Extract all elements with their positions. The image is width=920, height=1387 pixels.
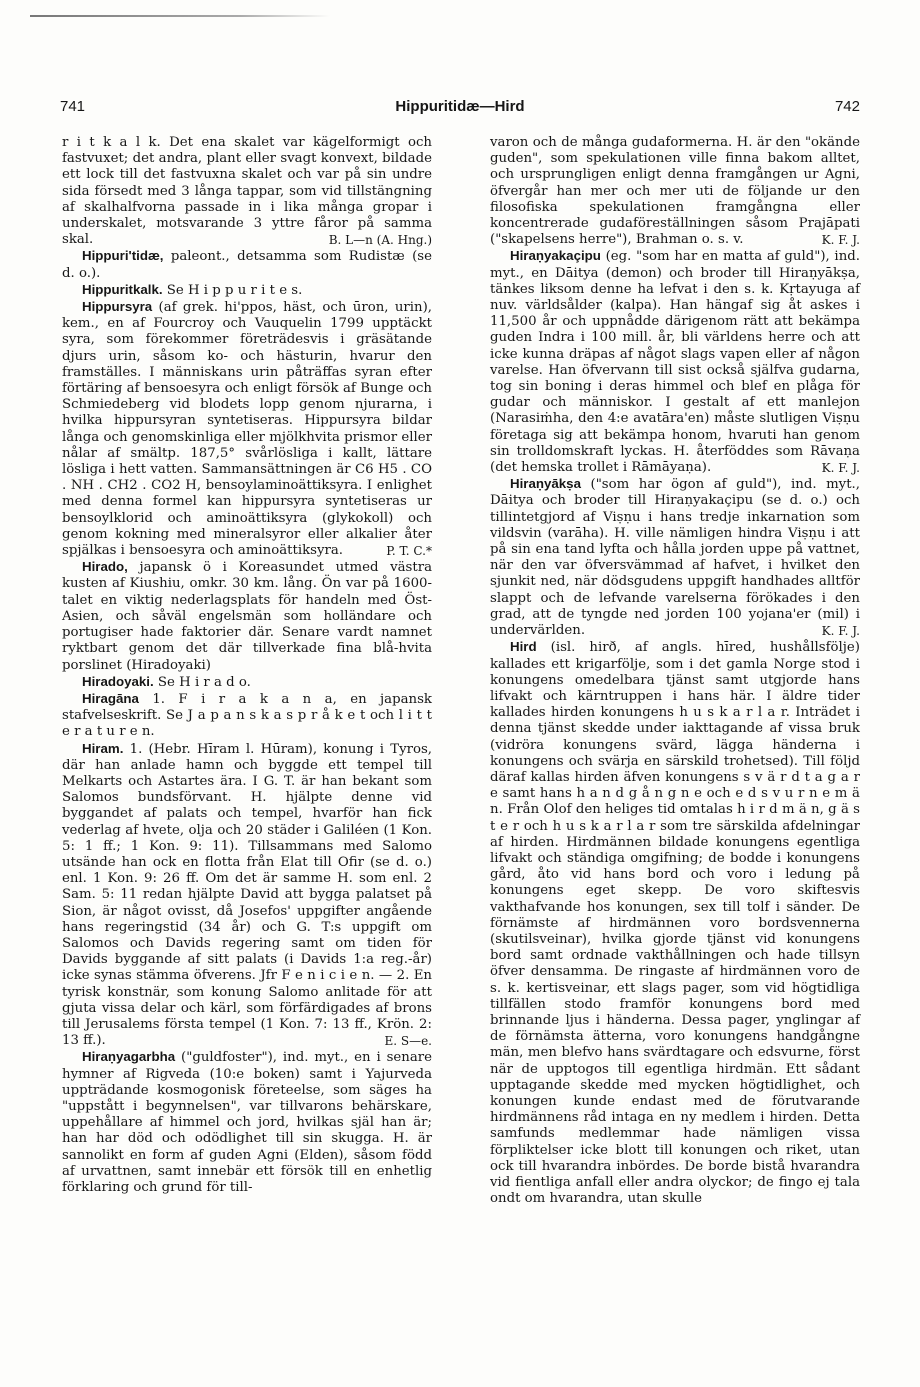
entry-headword: Hippuritkalk. (82, 281, 163, 297)
entry-continuation (62, 135, 432, 248)
dictionary-entry (490, 476, 860, 639)
entry-text: Se H i p p u r i t e s. (166, 282, 303, 298)
entry-headword: Hiram. (82, 740, 124, 756)
entry-headword: Hiraṇyakaçipu (510, 248, 601, 264)
entry-text: (af grek. hi'ppos, häst, och ūron, urin), kem., en af Fourcroy och Vauquelin 1799 upptäckt syra, som förekommer företrädesvis i gräsätande djurs urin, såsom ko- och hästurin, hvarur den framställes. I människans urin påträffas syran efter förtäring af bensoesyra och enligt försök af Bunge och Schmiedeberg vid blodets lopp genom njurarna, i hvilka hippursyran syntetiseras. Hippursyra bildar långa och genomskinliga eller mjölkhvita prismor eller nålar af smältp. 187,5° svårlösliga i kallt, lättare lösliga i hett vatten. Sammansättningen är C6 H5 . CO . NH . CH2 . CO2 H, bensoylaminoättiksyra. I enlighet med denna formel kan hippursyra syntetiseras ur bensoylklorid och aminoättiksyra (glykokoll) och genom kokning med mineralsyror eller alkalier åter spjälkas i bensoesyra och aminoättiksyra. (62, 300, 432, 559)
entry-headword: Hirado, (82, 559, 128, 575)
top-rule (30, 15, 330, 17)
entry-text: ("guldfoster"), ind. myt., en i senare hymner af Rigveda (10:e boken) samt i Yajurveda uppträdande kosmogonisk företeelse, som säges ha "uppstått i begynnelsen", var tillvarons behärskare, uppehållare af himmel och jord, hvilkas själ han är; han har död och odödlighet till sin skugga. H. är sannolikt en form af guden Agni (Elden), såsom född af urvattnen, samt innebär ett försök till en enhetlig förklaring och grund för till- (62, 1050, 432, 1195)
dictionary-entry (62, 559, 432, 673)
page-header (60, 98, 860, 120)
running-title: Hippuritidæ—Hird (395, 98, 525, 115)
entry-text: japansk ö i Koreasundet utmed västra kusten af Kiushiu, omkr. 30 km. lång. Ön var på 1600-talet en viktig nederlagsplats för handeln med Öst-Asien, och såväl engelsmän som holländare och portugiser hade faktorier där. Senare vardt namnet ryktbart genom det där tillverkade fina blå-hvita porslinet (Hiradoyaki) (62, 560, 432, 673)
entry-text: (eg. "som har en matta af guld"), ind. myt., en Dāitya (demon) och broder till Hiraṇyākṣa, tänkes liksom denne ha lefvat i den s. k. Kṛtayuga af nuv. världsålder (kalpa). Han hängaf sig åt askes i 11,500 år och uppnådde därigenom rätt att bekämpa guden Indra i 100 mill. år, bli världens herre och att icke kunna dräpas af något slags vapen eller af någon varelse. Han öfvervann till sist också själfva gudarna, tog sin boning i deras himmel och blef en plåga för gudar och människor. I gestalt af ett manlejon (Narasiṁha, den 4:e avatāra'en) måste slutligen Viṣṇu företaga sig att bekämpa honom, hvaruti han genom sin trolldomskraft lyckas. H. återföddes som Rāvaṇa (det hemska trollet i Rāmāyaṇa). (490, 249, 860, 476)
author-signature: B. L—n (A. Hng.) (328, 233, 432, 248)
entry-text: 1. (Hebr. Hīram l. Hūram), konung i Tyros, där han anlade hamn och byggde ett tempel till Melkarts och Astartes ära. I G. T. är han bekant som Salomos bundsförvant. H. hjälpte denne vid byggandet af palats och tempel, hvarför han fick vederlag af hvete, olja och 20 städer i Galiléen (1 Kon. 5: 1 ff.; 1 Kon. 9: 11). Tillsammans med Salomo utsände han ock en flotta från Elat till Ofir (se d. o.) enl. 1 Kon. 9: 26 ff. Om det är samme H. som enl. 2 Sam. 5: 11 redan hjälpte David att bygga palatset på Sion, är något ovisst, då Josefos' uppgifter angående hans regeringstid (34 år) och G. T:s uppgift om Salomos och Davids regering samt om tiden för Davids byggande af sitt palats (i Davids 1:a reg.-år) icke synas stämma öfverens. Jfr F e n i c i e n. — 2. En tyrisk konstnär, som konung Salomo anlitade för att gjuta vissa delar och kärl, som förfärdigades af brons till Jerusalems första tempel (1 Kon. 7: 13 ff., Krön. 2: 13 ff.). (62, 741, 433, 1049)
dictionary-entry (62, 1049, 432, 1196)
left-page-number: 741 (60, 98, 86, 115)
author-signature: K. F. J. (821, 461, 860, 476)
dictionary-entry (490, 639, 860, 1207)
left-column (62, 135, 432, 1196)
dictionary-entry (62, 299, 432, 559)
dictionary-entry (62, 741, 432, 1050)
author-signature: K. F. J. (821, 233, 860, 248)
right-page-number: 742 (834, 98, 860, 115)
entry-text: ("som har ögon af guld"), ind. myt., Dāitya och broder till Hiraṇyakaçipu (se d. o.) och tillintetgjord af Viṣṇu i hans tredje inkarnation som vildsvin (varāha). H. ville nämligen hindra Viṣṇu i att på sin ena tand lyfta och hålla jorden uppe på vattnet, när den var öfversvämmad af hafvet, i hvilket den sjunkit ned, när dödsgudens uppgift handhades alltför slappt och de lefvande varelserna förökades i den grad, att de tyngde ned jorden 100 yojana'er (mil) i undervärlden. (490, 477, 860, 639)
dictionary-entry (62, 674, 432, 691)
dictionary-entry (62, 691, 432, 741)
entry-text: Se H i r a d o. (157, 674, 251, 690)
dictionary-entry (62, 248, 432, 281)
entry-text: 1. F i r a k a n a, en japansk stafvelseskrift. Se J a p a n s k a s p r å k e t och l i t t e r a t u r e n. (62, 691, 432, 740)
entry-headword: Hippuri'tidæ, (82, 248, 164, 264)
entry-headword: Hippursyra (82, 299, 153, 315)
right-column (490, 135, 860, 1207)
entry-text: (isl. hirð, af angls. hīred, hushållsfölje) kallades ett krigarfölje, som i det gamla Norge stod i konungens omedelbara tjänst samt utgjorde hans lifvakt och kärntruppen i hans här. I äldre tider kallades hirden konungens h u s k a r l a r. Inträdet i denna tjänst skedde under iakttagande af vissa bruk (vidröra konungens svärd, lägga händerna i konungens och svärja en särskild trohetsed). Till följd däraf kallas hirden äfven konungens s v ä r d t a g a r e samt hans h a n d g å n g n e och e d s v u r n e m ä n. Från Olof den heliges tid omtalas h i r d m ä n, g ä s t e r och h u s k a r l a r som tre särskilda afdelningar af hirden. Hirdmännen bildade konungens egentliga lifvakt och ständiga omgifning; de bodde i konungens gård, åto vid hans bord och voro i ledung på konungens eget skepp. De voro skiftesvis vakthafvande hos konungen, sex till tolf i sänder. De förnämste af hirdmännen voro bordsvennerna (skutilsveinar), hvilka gjorde tjänst vid konungens bord samt ordnade vakthållningen och hade tillsyn öfver densamma. De ringaste af hirdmännen voro de s. k. kertisveinar, ett slags pager, som vid högtidliga tillfällen stodo framför konungens bord med brinnande ljus i händerna. Dessa pager, ynglingar af de förnämsta ätterna, voro konungens handgångne män, men blefvo hans svärdtagare och edsvurne, först när de upptogos till egentliga hirdmän. Ett sådant upptagande skedde med mycken högtidlighet, och konungen kunde endast med de förutvarande hirdmännens råd intaga en ny medlem i hirden. Detta samfunds medlemmar hade nämligen vissa förpliktelser icke blott till konungen och riket, utan ock till hvarandra inbördes. De borde bistå hvarandra vid fientliga anfall eller andra olyckor; de fingo ej tala ondt om hvarandra, utan skulle (490, 640, 860, 1207)
entry-headword: Hiraṇyākṣa (510, 476, 581, 492)
entry-headword: Hiragāna (82, 690, 139, 706)
author-signature: E. S—e. (384, 1034, 432, 1049)
dictionary-entry (490, 248, 860, 476)
entry-continuation (490, 135, 860, 248)
entry-text: r i t k a l k. Det ena skalet var kägelformigt och fastvuxet; det andra, plant eller svagt konvext, bildade ett lock till det fastvuxna skalet och var på sin undre sida försedt med 3 långa tappar, som vid tillstängning af skalhalfvorna passade in i lika många gropar i underskalet, motsvarande 3 yttre fåror på samma skal. (62, 135, 432, 248)
author-signature: K. F. J. (821, 624, 860, 639)
dictionary-entry (62, 282, 432, 299)
entry-headword: Hiradoyaki. (82, 673, 154, 689)
entry-text: varon och de många gudaformerna. H. är den "okände guden", som spekulationen ville finna bakom alltet, och ursprungligen enligt denna framgången ur Agni, öfvergår han mer och mer uti de följande ur den filosofiska spekulationen framgångna eller koncentrerade gudaföreställningen såsom Prajāpati ("skapelsens herre"), Brahman o. s. v. (490, 135, 860, 248)
author-signature: P. T. C.* (386, 544, 432, 559)
entry-headword: Hird (510, 639, 537, 655)
entry-text: paleont., detsamma som Rudistæ (se d. o.). (62, 249, 433, 281)
entry-headword: Hiraṇyagarbha (82, 1049, 176, 1065)
